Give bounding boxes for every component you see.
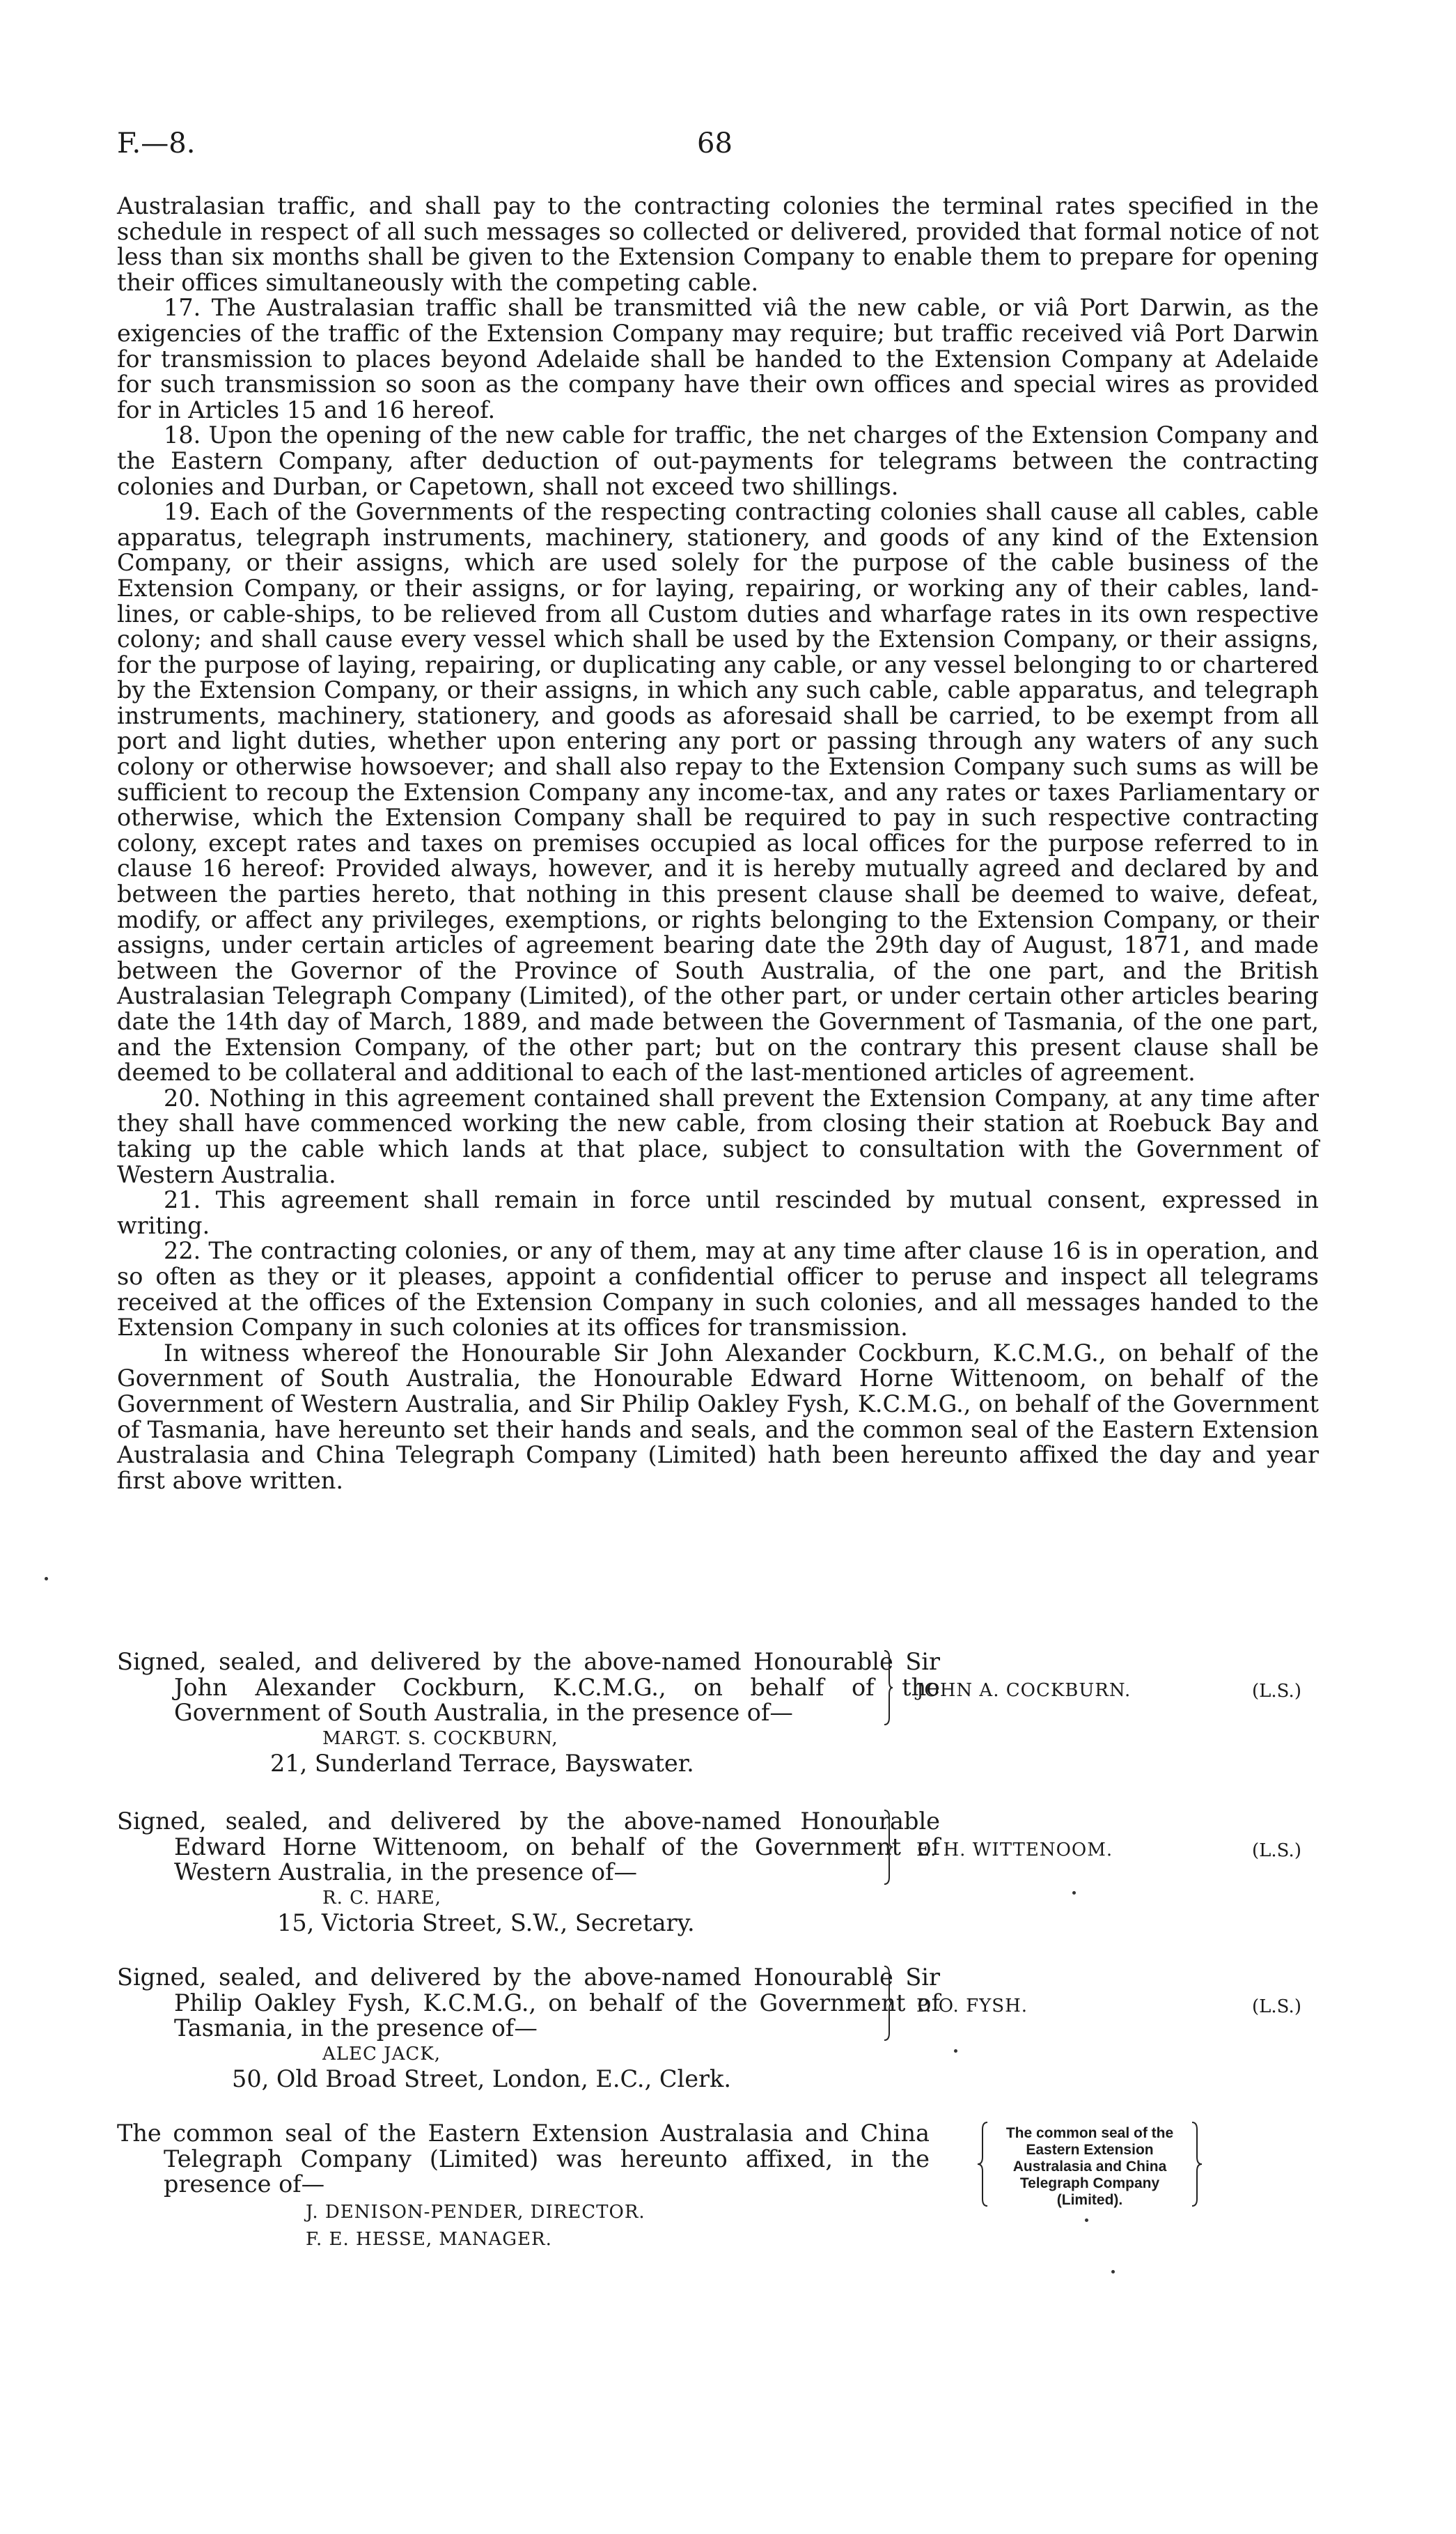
document-reference: F.—8. [117, 127, 196, 160]
signatory-name: E. H. WITTENOOM. [916, 1840, 1113, 1860]
ink-dot [1072, 1891, 1076, 1895]
agreement-body [117, 194, 1319, 1493]
ink-dot [954, 2049, 957, 2053]
witness-address: 21, Sunderland Terrace, Bayswater. [270, 1750, 694, 1778]
paragraph-clause-21: 21. This agreement shall remain in force until rescinded by mutual consent, expressed in writing. [117, 1186, 1319, 1239]
ink-dot [1111, 2270, 1115, 2273]
right-brace [883, 1965, 893, 2042]
paragraph-clause-19: 19. Each of the Governments of the respecting contracting colonies shall cause all cables, cable apparatus, telegraph instruments, machinery, stationery, and goods of any kind of the Extension Company, or their assigns, which are used solely for the purpose of the cable business of the Extension Company, or their assigns, or for laying, repairing, or working any of their cables, land-lines, or cable-ships, to be relieved from all Custom duties and wharfage rates in its own respective colony; and shall cause every vessel which shall be used by the Extension Company, or their assigns, for the purpose of laying, repairing, or duplicating any cable, or any vessel belonging to or chartered by the Extension Company, or their assigns, in which any such cable, cable apparatus, and telegraph instruments, machinery, stationery, and goods as aforesaid shall be carried, to be exempt from all port and light duties, whether upon entering any port or passing through any waters of any such colony or otherwise howsoever; and shall also repay to the Extension Company such sums as will be sufficient to recoup the Extension Company any income-tax, and any rates or taxes Parliamentary or otherwise, which the Extension Company shall be required to pay in such respective contracting colony, except rates and taxes on premises occupied as local offices for the purpose referred to in clause 16 hereof: Provided always, however, and it is hereby mutually agreed and declared by and between the parties hereto, that nothing in this present clause shall be deemed to waive, defeat, modify, or affect any privileges, exemptions, or rights belonging to the Extension Company, or their assigns, under certain articles of agreement bearing date the 29th day of August, 1871, and made between the Governor of the Province of South Australia, of the one part, and the British Australasian Telegraph Company (Limited), of the other part, or under certain other articles bearing date the 14th day of March, 1889, and made between the Government of Tasmania, of the one part, and the Extension Company, of the other part; but on the contrary this present clause shall be deemed to be collateral and additional to each of the last-mentioned articles of agreement. [117, 498, 1319, 1087]
witness-address: 50, Old Broad Street, London, E.C., Clerk. [232, 2065, 731, 2093]
seal-text: The common seal of the Eastern Extension Australasia and China Telegraph Company (Limited). [1005, 2125, 1174, 2208]
ink-dot [1085, 2218, 1088, 2222]
signatory-name: P. O. FYSH. [916, 1996, 1028, 2016]
witness-name: R. C. HARE, [322, 1887, 441, 1909]
paragraph-clause-17: 17. The Australasian traffic shall be transmitted viâ the new cable, or viâ Port Darwin, as the exigencies of the traffic of the Extension Company may require; but traffic received viâ Port Darwin for transmission to places beyond Adelaide shall be handed to the Extension Company at Adelaide for such transmission so soon as the company have their own offices and special wires as provided for in Articles 15 and 16 hereof. [117, 294, 1319, 423]
company-seal-box [975, 2121, 1205, 2208]
witness-name: ALEC JACK, [322, 2043, 441, 2065]
seal-mark: (L.S.) [1252, 1840, 1301, 1861]
paragraph-clause-20: 20. Nothing in this agreement contained shall prevent the Extension Company, at any time after they shall have commenced working the new cable, from closing their station at Roebuck Bay and taking up the cable which lands at that place, subject to consultation with the Government of Western Australia. [117, 1084, 1319, 1188]
seal-mark: (L.S.) [1252, 1681, 1301, 1702]
paragraph-clause-22: 22. The contracting colonies, or any of them, may at any time after clause 16 is in operation, and so often as they or it pleases, appoint a confidential officer to peruse and inspect all telegrams received at the offices of the Extension Company in such colonies, and all messages handed to the Extension Company in such colonies at its offices for transmission. [117, 1237, 1319, 1342]
signature-statement: Signed, sealed, and delivered by the above-named Honourable Sir John Alexander Cockburn, K.C.M.G., on behalf of the Government of South Australia, in the presence of— [117, 1648, 940, 1727]
seal-statement: The common seal of the Eastern Extension Australasia and China Telegraph Company (Limited) was hereunto affixed, in the presence of— [117, 2120, 930, 2198]
witness-name: MARGT. S. COCKBURN, [322, 1727, 558, 1749]
left-brace [975, 2121, 989, 2207]
margin-dot [45, 1577, 48, 1580]
seal-mark: (L.S.) [1252, 1996, 1301, 2017]
right-brace [883, 1649, 893, 1726]
right-brace [1191, 2121, 1205, 2207]
signature-statement: Signed, sealed, and delivered by the above-named Honourable Edward Horne Wittenoom, on behalf of the Government of Western Australia, in the presence of— [117, 1808, 940, 1886]
seal-witness-director: J. DENISON-PENDER, DIRECTOR. [306, 2201, 645, 2223]
signatory-name: JOHN A. COCKBURN. [916, 1680, 1132, 1701]
paragraph-in-witness: In witness whereof the Honourable Sir John Alexander Cockburn, K.C.M.G., on behalf of the Government of South Australia, the Honourable Edward Horne Wittenoom, on behalf of the Government of Western Australia, and Sir Philip Oakley Fysh, K.C.M.G., on behalf of the Government of Tasmania, have hereunto set their hands and seals, and the common seal of the Eastern Extension Australasia and China Telegraph Company (Limited) hath been hereunto affixed the day and year first above written. [117, 1339, 1319, 1494]
seal-witness-manager: F. E. HESSE, MANAGER. [306, 2229, 552, 2251]
right-brace [883, 1809, 893, 1886]
signature-statement: Signed, sealed, and delivered by the above-named Honourable Sir Philip Oakley Fysh, K.C.M.G., on behalf of the Government of Tasmania, in the presence of— [117, 1964, 940, 2042]
paragraph-continuation: Australasian traffic, and shall pay to the contracting colonies the terminal rates specified in the schedule in respect of all such messages so collected or delivered, provided that formal notice of not less than six months shall be given to the Extension Company to enable them to prepare for opening their offices simultaneously with the competing cable. [117, 192, 1319, 296]
page-number: 68 [697, 127, 733, 160]
page-header [117, 127, 1315, 169]
witness-address: 15, Victoria Street, S.W., Secretary. [277, 1909, 695, 1937]
paragraph-clause-18: 18. Upon the opening of the new cable for traffic, the net charges of the Extension Company and the Eastern Company, after deduction of out-payments for telegrams between the contracting colonies and Durban, or Capetown, shall not exceed two shillings. [117, 421, 1319, 500]
